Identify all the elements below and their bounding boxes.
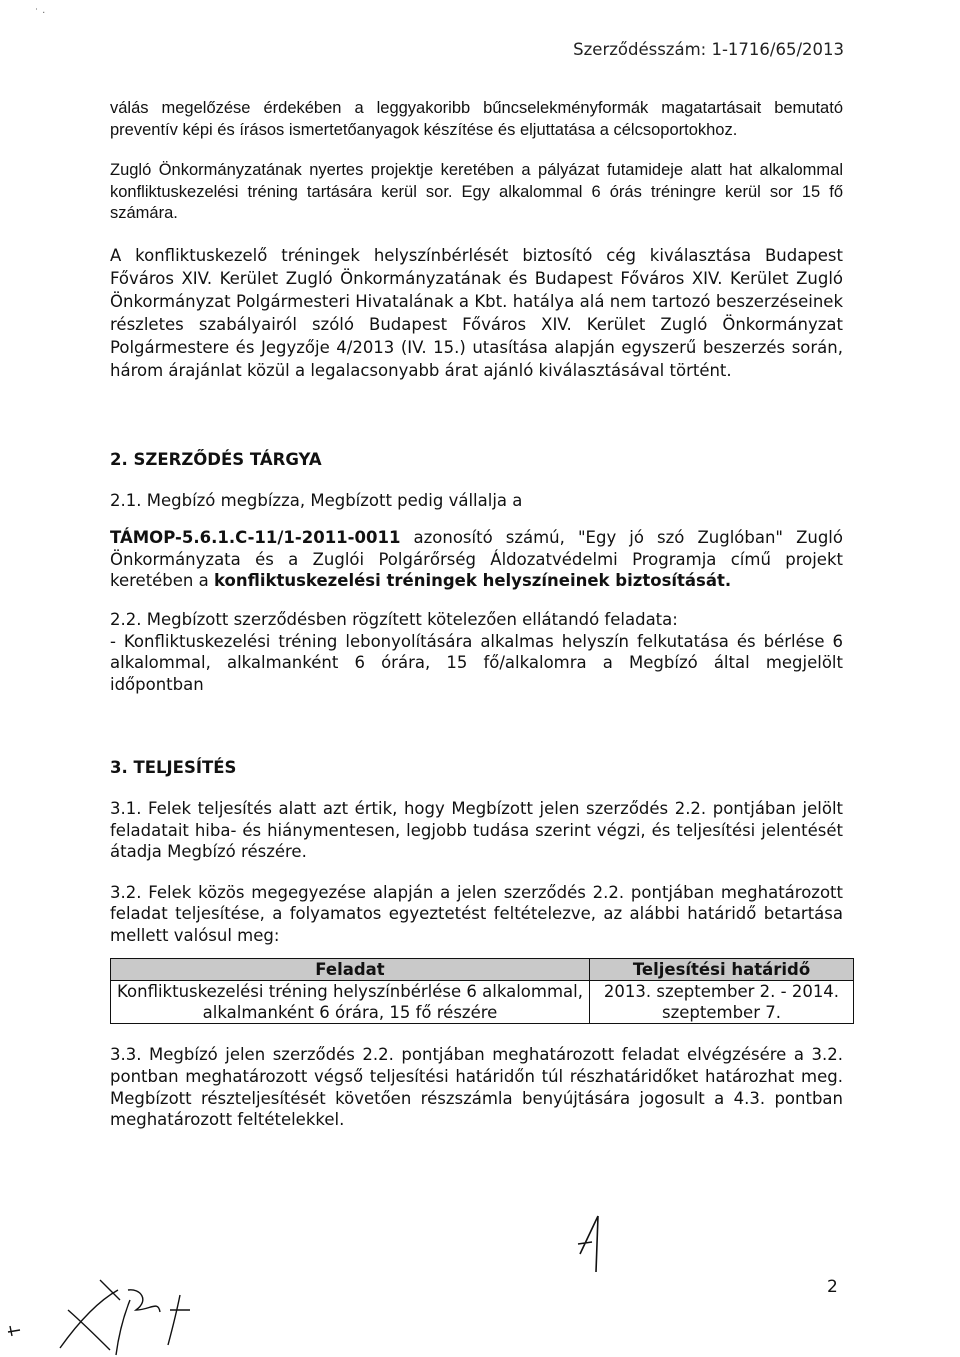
paragraph-2-1-project — [110, 527, 843, 592]
deadline-table — [110, 958, 854, 1024]
paragraph-3-3: 3.3. Megbízó jelen szerződés 2.2. pontjában meghatározott feladat elvégzésére a 3.2. pontban meghatározott végső teljesítési határidőn túl részhatáridőket határozhat meg. Megbízott részteljesítését követően részszámla benyújtására jogosult a 4.3. pontban meghatározott feltételekkel. — [110, 1045, 843, 1130]
document-body — [110, 98, 843, 1131]
paragraph-procurement: A konfliktuskezelő tréningek helyszínbérlését biztosító cég kiválasztása Budapest Főváros XIV. Kerület Zugló Önkormányzatának és Budapest Főváros XIV. Kerület Zugló Önkormányzat Polgármesteri Hivatalának a Kbt. hatálya alá nem tartozó beszerzéseinek részletes szabályairól szóló Budapest Főváros XIV. Kerület Zugló Önkormányzat Polgármestere és Jegyzője 4/2013 (IV. 15.) utasítása alapján egyszerű beszerzés során, három árajánlat közül a legalacsonyabb árat ajánló kiválasztásával történt. — [110, 245, 843, 380]
scan-artifact: ˙ · — [34, 8, 46, 19]
table-cell-task: Konfliktuskezelési tréning helyszínbérlése 6 alkalommal, alkalmanként 6 órára, 15 fő részére — [111, 981, 590, 1024]
handwritten-initial-mark — [572, 1214, 612, 1274]
handwritten-signature — [0, 1270, 220, 1357]
project-code: TÁMOP-5.6.1.C-11/1-2011-0011 — [110, 528, 401, 548]
paragraph-training: Zugló Önkormányzatának nyertes projektje keretében a pályázat futamideje alatt hat alkalommal konfliktuskezelési tréning tartására kerül sor. Egy alkalommal 6 órás tréningre kerül sor 15 fő számára. — [110, 161, 843, 223]
paragraph-2-2: 2.2. Megbízott szerződésben rögzített kötelezően ellátandó feladata: — [110, 609, 678, 629]
paragraph-2-2-task: - Konfliktuskezelési tréning lebonyolítására alkalmas helyszín felkutatása és bérlése 6 alkalommal, alkalmanként 6 órára, 15 fő/alkalomra a Megbízó által megjelölt időpontban — [110, 631, 843, 694]
table-header-row — [111, 959, 854, 981]
section-3-heading: 3. TELJESÍTÉS — [110, 758, 237, 778]
table-cell-deadline: 2013. szeptember 2. - 2014. szeptember 7. — [590, 981, 854, 1024]
section-2-heading: 2. SZERZŐDÉS TÁRGYA — [110, 449, 322, 469]
paragraph-3-1: 3.1. Felek teljesítés alatt azt értik, hogy Megbízott jelen szerződés 2.2. pontjában jelölt feladatait hiba- és hiánymentesen, legjobb tudása szerint végzi, és teljesítési jelentését átadja Megbízó részére. — [110, 798, 843, 862]
project-subject: konfliktuskezelési tréningek helyszíneinek biztosítását. — [214, 571, 732, 591]
project-description: azonosító számú, "Egy jó szó Zuglóban" Zugló Önkormányzata és a Zuglói Polgárőrség Áldozatvédelmi Programja című projekt keretében a — [110, 528, 843, 591]
paragraph-2-1: 2.1. Megbízó megbízza, Megbízott pedig vállalja a — [110, 490, 523, 510]
table-header-task: Feladat — [111, 959, 590, 981]
table-row — [111, 981, 854, 1024]
paragraph-3-2: 3.2. Felek közös megegyezése alapján a jelen szerződés 2.2. pontjában meghatározott feladat teljesítése, a folyamatos egyeztetést feltételezve, az alábbi határidő betartása mellett valósul meg: — [110, 882, 843, 945]
table-header-deadline: Teljesítési határidő — [590, 959, 854, 981]
contract-number: Szerződésszám: 1-1716/65/2013 — [573, 40, 844, 59]
page-number: 2 — [827, 1277, 838, 1297]
paragraph-prevention: válás megelőzése érdekében a leggyakoribb bűncselekményformák magatartásait bemutató preventív képi és írásos ismertetőanyagok készítése és eljuttatása a célcsoportokhoz. — [110, 99, 843, 139]
